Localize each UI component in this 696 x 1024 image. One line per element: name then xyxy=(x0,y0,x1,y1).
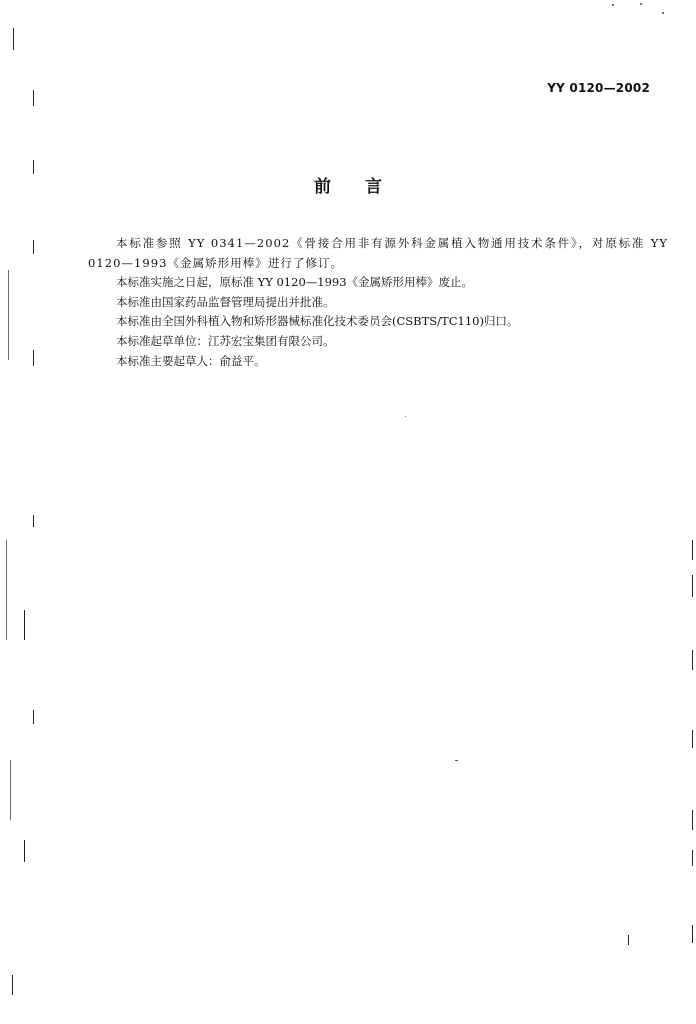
scan-mark xyxy=(8,270,9,360)
scan-mark xyxy=(692,925,693,943)
scan-mark xyxy=(692,650,693,670)
scan-mark xyxy=(12,975,13,995)
scan-mark xyxy=(33,240,34,254)
scan-speck xyxy=(640,3,642,5)
paragraph-reference: 本标准参照 YY 0341—2002《骨接合用非有源外科金属植入物通用技术条件》，对原标准 YY 0120—1993《金属矫形用棒》进行了修订。 xyxy=(88,236,668,270)
scan-mark xyxy=(24,840,25,862)
scan-mark xyxy=(33,160,34,174)
scan-mark xyxy=(692,850,693,866)
paragraph-drafter: 本标准主要起草人：俞益平。 xyxy=(116,353,266,368)
paragraph-committee: 本标准由全国外科植入物和矫形器械标准化技术委员会(CSBTS/TC110)归口。 xyxy=(116,314,519,329)
paragraph-supersede: 本标准实施之日起，原标准 YY 0120—1993《金属矫形用棒》废止。 xyxy=(116,275,474,290)
scan-mark xyxy=(33,515,34,527)
title-char-1: 前 xyxy=(314,177,331,197)
scan-mark xyxy=(33,350,34,366)
scan-mark xyxy=(692,730,693,748)
scan-speck xyxy=(405,416,406,417)
page-title xyxy=(0,172,696,197)
scan-mark xyxy=(692,575,693,597)
paragraph-drafting-unit: 本标准起草单位：江苏宏宝集团有限公司。 xyxy=(116,333,335,348)
scan-mark xyxy=(6,540,7,640)
scan-speck xyxy=(662,12,664,14)
standard-number: YY 0120—2002 xyxy=(547,81,650,95)
scan-speck xyxy=(455,760,458,761)
scan-mark xyxy=(10,760,11,820)
scan-mark xyxy=(628,935,629,945)
title-char-2: 言 xyxy=(365,177,382,197)
paragraph-proposer: 本标准由国家药品监督管理局提出并批准。 xyxy=(116,294,335,309)
foreword-body xyxy=(88,234,668,371)
scan-mark xyxy=(692,810,693,830)
scan-mark xyxy=(24,610,25,640)
scan-mark xyxy=(33,710,34,724)
scan-mark xyxy=(13,28,14,50)
scan-speck xyxy=(612,4,614,6)
scan-mark xyxy=(33,90,34,106)
scan-mark xyxy=(692,540,693,560)
